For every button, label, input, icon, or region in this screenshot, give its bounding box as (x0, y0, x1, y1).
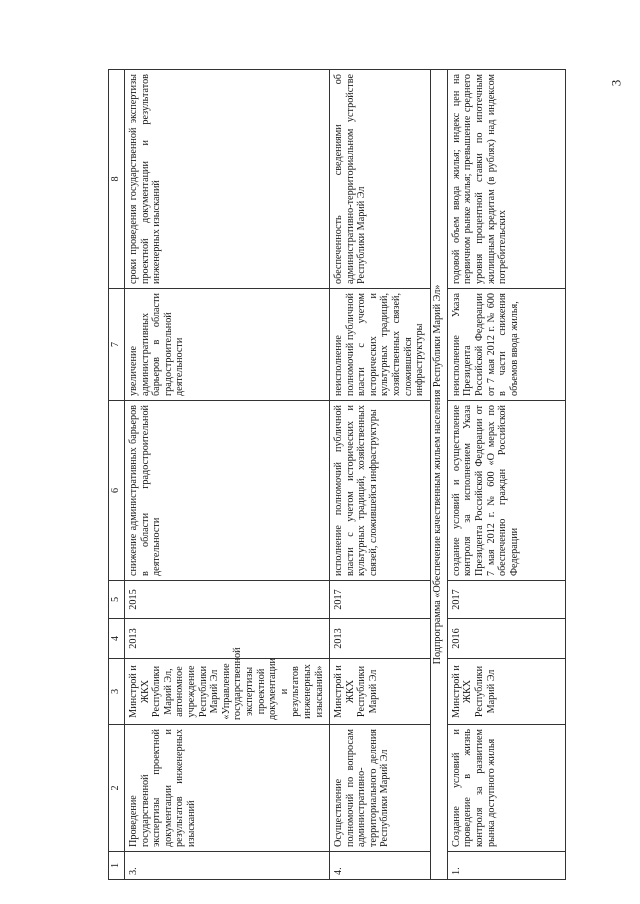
table-row (447, 70, 565, 880)
end-year: 2017 (330, 581, 431, 619)
program-activities-table (108, 69, 566, 880)
activity-name: Осуществление полномочий по вопросам административно-территориального деления Республики Марий Эл (330, 725, 431, 852)
activity-name: Проведение государственной экспертизы проектной документации и результатов инженерных изысканий (125, 725, 330, 852)
column-number: 8 (109, 70, 125, 289)
column-number: 3 (109, 659, 125, 725)
indicator-link: обеспеченность сведениями об административно-территориальном устройстве Республики Марий Эл (330, 70, 431, 289)
start-year: 2016 (447, 619, 565, 659)
column-number: 6 (109, 401, 125, 581)
start-year: 2013 (330, 619, 431, 659)
non-implementation-consequence: увеличение административных барьеров в области градостроительной деятельности (125, 289, 330, 401)
end-year: 2017 (447, 581, 565, 619)
end-year: 2015 (125, 581, 330, 619)
subprogram-row (430, 70, 447, 880)
row-number: 3. (125, 852, 330, 880)
expected-result: исполнение полномочий публичной власти с учетом исторических и культурных традиций, хозяйственных связей, сложившейся инфраструктуры (330, 401, 431, 581)
indicator-link: сроки проведения государственной экспертизы проектной документации и результатов инженерных изысканий (125, 70, 330, 289)
indicator-link: годовой объем ввода жилья; индекс цен на первичном рынке жилья; превышение среднего уровня процентной ставки по ипотечным жилищным кредитам (в рублях) над индексом потребительских (447, 70, 565, 289)
executor: Минстрой и ЖКХ Республики Марий Эл (330, 659, 431, 725)
non-implementation-consequence: неисполнение полномочий публичной власти с учетом исторических и культурных традиций, хозяйственных связей, сложившейся инфраструктуры (330, 289, 431, 401)
table-row (330, 70, 431, 880)
subprogram-title: Подпрограмма «Обеспечение качественным жильем населения Республики Марий Эл» (430, 70, 447, 880)
expected-result: снижение административных барьеров в области градостроительной деятельности (125, 401, 330, 581)
column-number: 2 (109, 725, 125, 852)
column-number-row (109, 70, 125, 880)
page-number: 3 (608, 79, 624, 87)
executor: Минстрой и ЖКХ Республики Марий Эл (447, 659, 565, 725)
row-number: 1. (447, 852, 565, 880)
activity-name: Создание условий и проведение в жизнь контроля за развитием рынка доступного жилья (447, 725, 565, 852)
non-implementation-consequence: неисполнение Указа Президента Российской Федерации от 7 мая 2012 г. № 600 в части снижения объемов ввода жилья, (447, 289, 565, 401)
rotated-sheet (108, 70, 633, 880)
row-number: 4. (330, 852, 431, 880)
column-number: 4 (109, 619, 125, 659)
column-number: 7 (109, 289, 125, 401)
start-year: 2013 (125, 619, 330, 659)
table-row (125, 70, 330, 880)
expected-result: создание условий и осуществление контроля за исполнением Указа Президента Российской Федерации от 7 мая 2012 г. № 600 «О мерах по обеспечению граждан Российской Федерации (447, 401, 565, 581)
executor: Минстрой и ЖКХ Республики Марий Эл, автономное учреждение Республики Марий Эл «Управление государственной экспертизы проектной документации и результатов инженерных изысканий» (125, 659, 330, 725)
column-number: 1 (109, 852, 125, 880)
column-number: 5 (109, 581, 125, 619)
